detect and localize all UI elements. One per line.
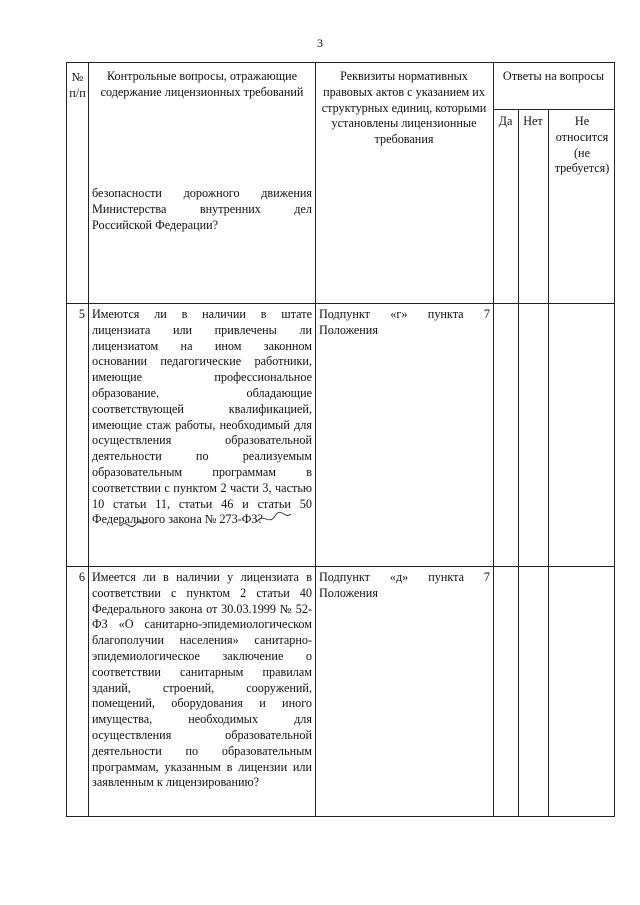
header-no: Нет xyxy=(523,114,543,128)
row-question: безопасности дорожного движения Министерства внутренних дел Российской Федерации? xyxy=(92,186,312,232)
column-divider-no xyxy=(548,109,549,817)
row-question: Имеется ли в наличии у лицензиата в соответствии с пунктом 2 статьи 40 Федерального закона от 30.03.1999 № 52-ФЗ «О санитарно-эпидемиологическом благополучии населения» санитарно-эпидемиологическое заключение о соответствии санитарным правилам зданий, строений, сооружений, помещений, оборудования и иного имущества, необходимых для осуществления образовательной деятельности по образовательным программам, указанным в лицензии или заявленным к лицензированию? xyxy=(92,570,312,790)
row-number: 5 xyxy=(78,307,85,321)
row-5-top-border xyxy=(66,303,614,304)
header-number: № п/п xyxy=(69,70,86,100)
row-question: Имеются ли в наличии в штате лицензиата или привлечены ли лицензиатом на ином законном основании педагогические работники, имеющие профессиональное образование, обладающие соответствующей квалификацией, имеющие стаж работы, необходимый для осуществления образовательной деятельности по реализуемым образовательным программам в соответствии с пунктом 2 части 3, частью 10 статьи 11, статьи 46 и статьи 50 Федерального закона № 273-ФЗ? xyxy=(92,307,312,527)
column-divider-question xyxy=(315,62,316,817)
table-top-border xyxy=(66,62,614,63)
header-yes: Да xyxy=(498,114,513,128)
page-number: 3 xyxy=(317,36,323,50)
header-not-applicable: Не относится (не требуется) xyxy=(554,114,610,176)
row-number: 6 xyxy=(78,570,85,584)
left-border xyxy=(66,62,67,817)
column-divider-number xyxy=(88,62,89,817)
header-requisites: Реквизиты нормативных правовых актов с указанием их структурных единиц, которыми установлены лицензионные требования xyxy=(321,69,487,147)
column-divider-requisites xyxy=(493,62,494,817)
header-question: Контрольные вопросы, отражающие содержание лицензионных требований xyxy=(100,69,304,99)
column-divider-yes xyxy=(518,109,519,817)
header-answers: Ответы на вопросы xyxy=(502,69,605,83)
row-6-top-border xyxy=(66,566,614,567)
row-requisites: Подпункт «г» пункта 7 Положения xyxy=(319,307,490,337)
answers-subheader-border xyxy=(493,109,614,110)
right-border xyxy=(614,62,615,817)
table-bottom-border xyxy=(66,816,614,817)
row-requisites: Подпункт «д» пункта 7 Положения xyxy=(319,570,490,600)
